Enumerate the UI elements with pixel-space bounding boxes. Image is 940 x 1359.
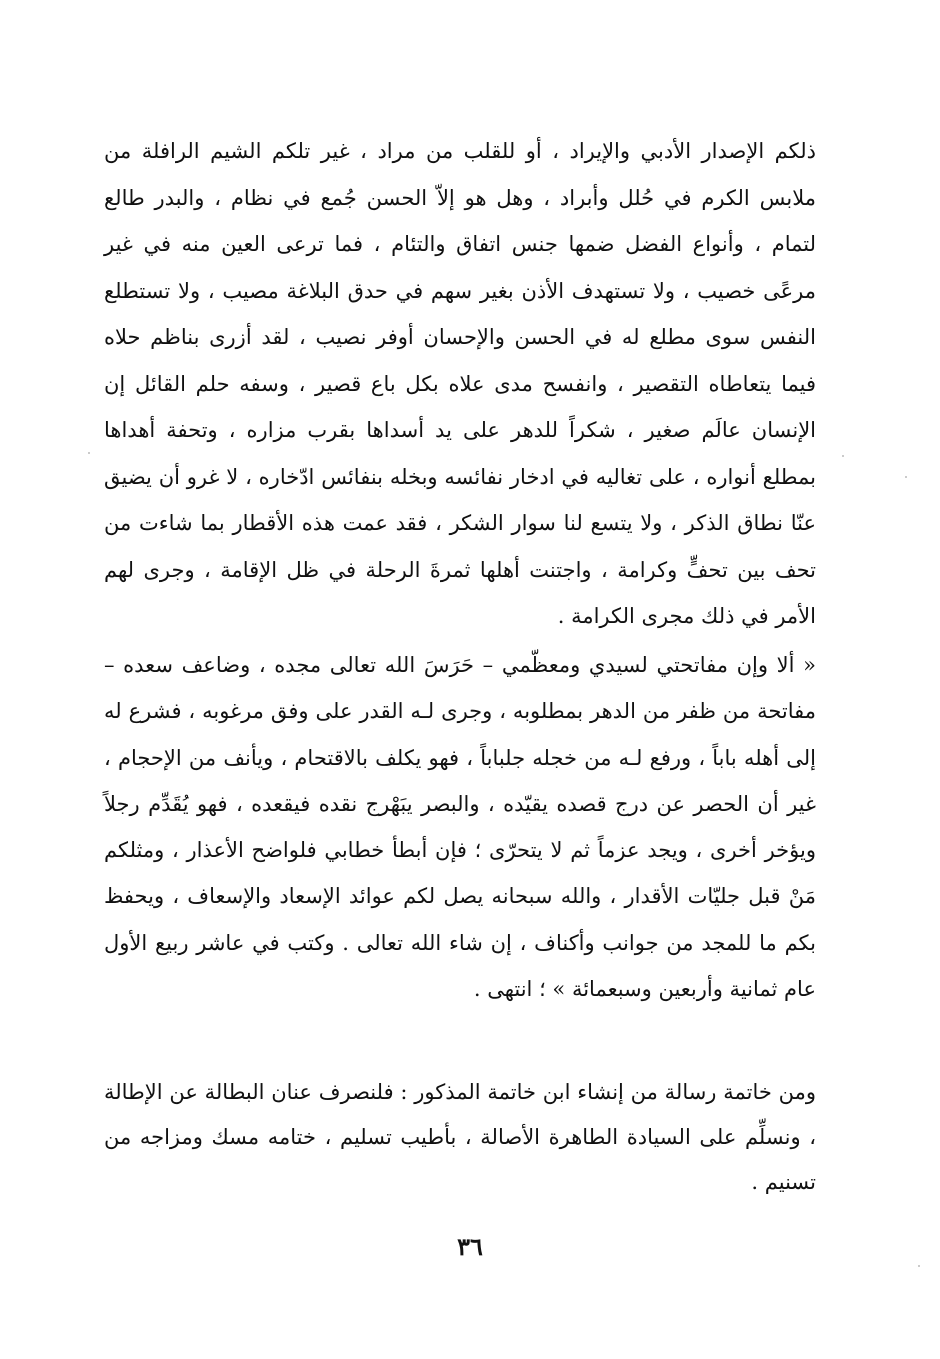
paragraph-quoted-letter: « ألا وإن مفاتحتي لسيدي ومعظّمي – حَرَسَ الله تعالى مجده ، وضاعف سعده – مفاتحة من ظفر من الدهر بمطلوبه ، وجرى لـه القدر على وفق مرغوبه ، فشرع له إلى أهله باباً ، ورفع لـه من خجله جلباباً ، فهو يكلف بالاقتحام ، ويأنف من الإحجام ، غير أن الحصر عن درج قصده يقيّده ، والبصر يبَهْرج نقده فيقعده ، فهو يُقَدِّم رجلاً ويؤخر أخرى ، ويجد عزماً ثم لا يتحرّى ؛ فإن أبطأ خطابي فلواضح الأعذار ، ومثلكم مَنْ قبل جليّات الأقدار ، والله سبحانه يصل لكم عوائد الإسعاد والإسعاف ، ويحفظ بكم ما للمجد من جوانب وأكناف ، إن شاء الله تعالى . وكتب في عاشر ربيع الأول عام ثمانية وأربعين وسبعمائة » ؛ انتهى . bbox=[104, 653, 816, 1002]
scan-speck bbox=[842, 455, 844, 457]
page-number: ٣٦ bbox=[457, 1232, 483, 1261]
scan-speck bbox=[905, 476, 907, 478]
scan-speck bbox=[918, 1265, 920, 1267]
paragraph-closing-excerpt: ومن خاتمة رسالة من إنشاء ابن خاتمة المذكور : فلنصرف عنان البطالة عن الإطالة ، ونسلِّم على السيادة الطاهرة الأصالة ، بأطيب تسليم ، ختامه مسك ومزاجه من تسنيم . bbox=[104, 1080, 816, 1194]
paragraph-letter-body: ذلكم الإصدار الأدبي والإيراد ، أو للقلب من مراد ، غير تلكم الشيم الرافلة من ملابس الكرم في حُلل وأبراد ، وهل هو إلاّ الحسن جُمع في نظام ، والبدر طالع لتمام ، وأنواع الفضل ضمها جنس اتفاق والتئام ، فما ترعى العين منه في غير مرعًى خصيب ، ولا تستهدف الأذن بغير سهم في حدق البلاغة مصيب ، ولا تستطلع النفس سوى مطلع له في الحسن والإحسان أوفر نصيب ، لقد أزرى بناظم حلاه فيما يتعاطاه التقصير ، وانفسح مدى علاه بكل باع قصير ، وسفه حلم القائل إن الإنسان عالَم صغير ، شكراً للدهر على يد أسداها بقرب مزاره ، وتحفة أهداها بمطلع أنواره ، على تغاليه في ادخار نفائسه وبخله بنفائس ادّخاره ، لا غرو أن يضيق عنّا نطاق الذكر ، ولا يتسع لنا سوار الشكر ، فقد عمت هذه الأقطار بما شاءت من تحف بين تحفٍّ وكرامة ، واجتنت أهلها ثمرةَ الرحلة في ظل الإقامة ، وجرى لهم الأمر في ذلك مجرى الكرامة . bbox=[104, 139, 816, 628]
scan-speck bbox=[88, 452, 90, 454]
